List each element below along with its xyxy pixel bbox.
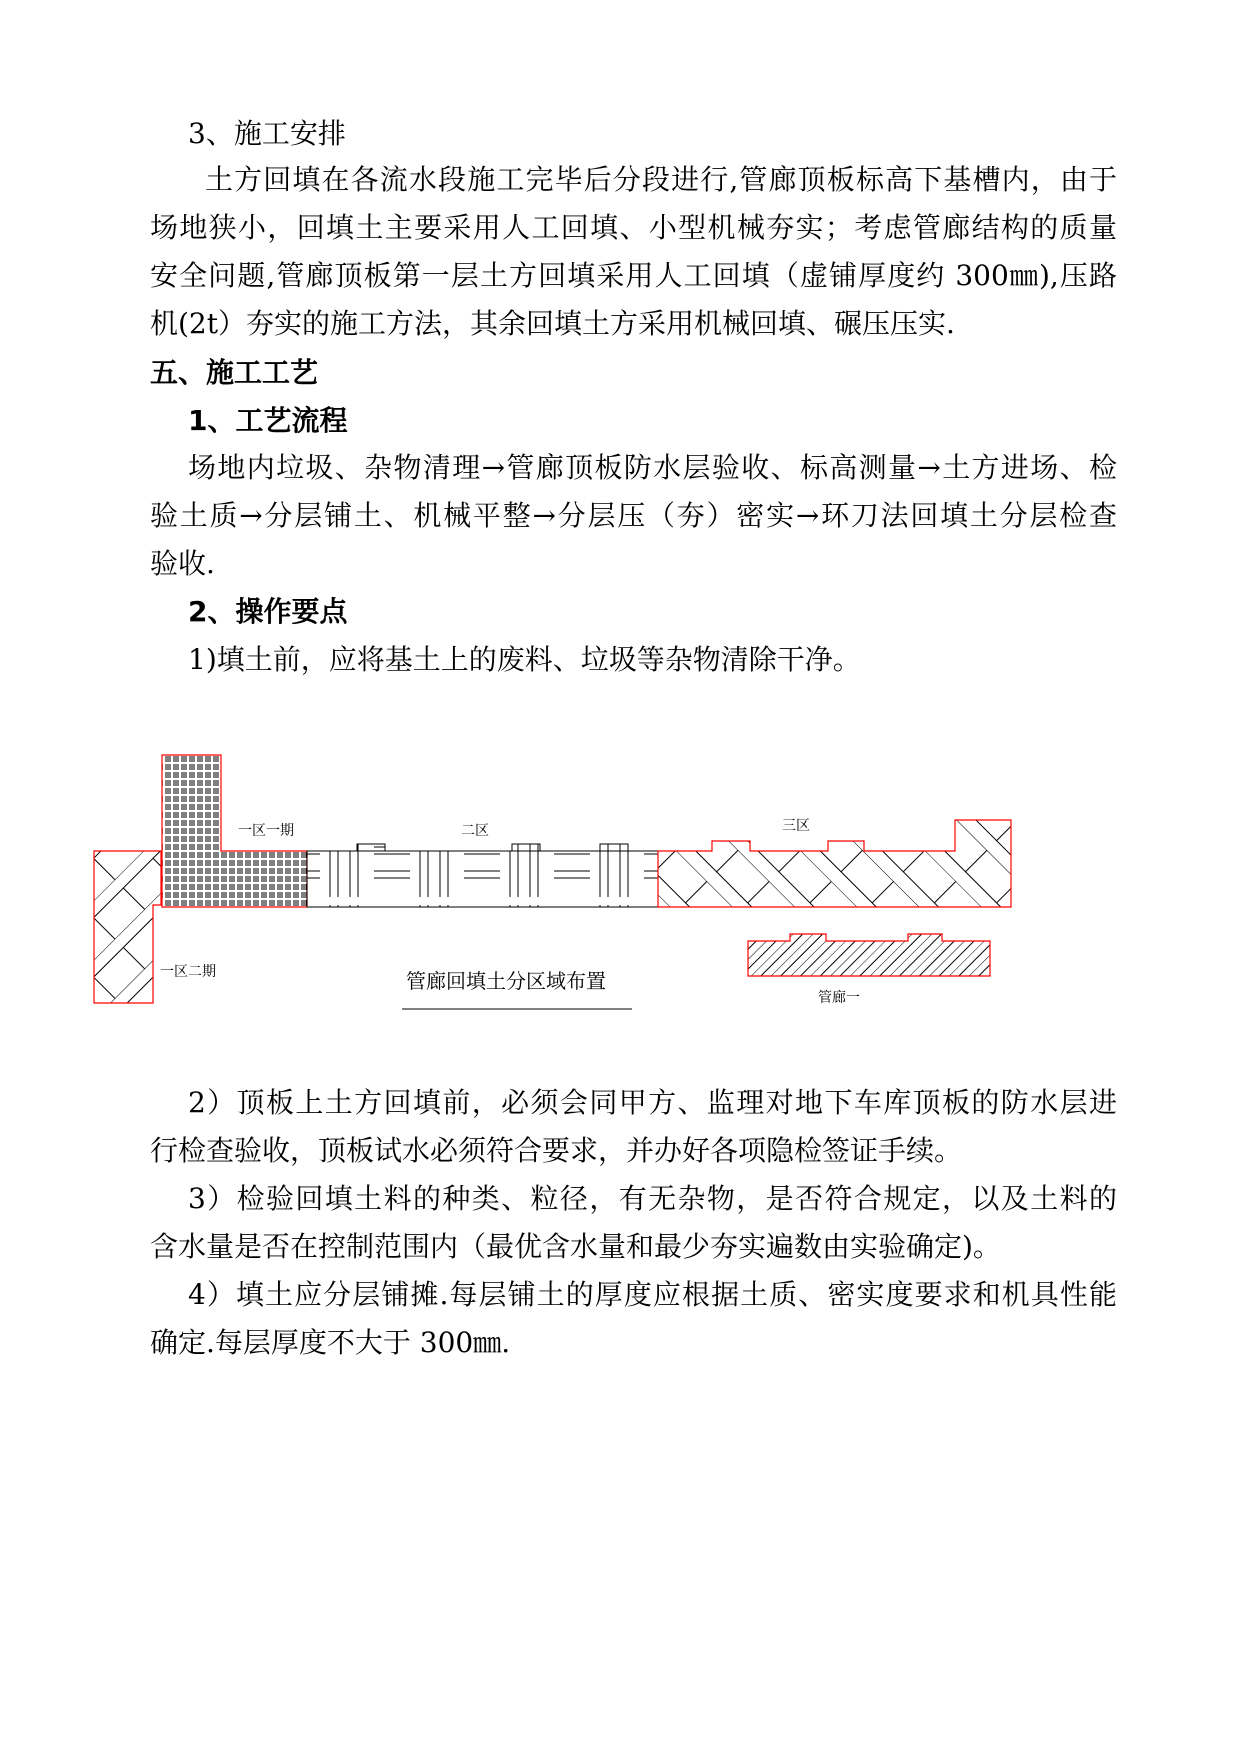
zone-1-phase-2-area [94,851,161,1003]
section-3-para-line-3: 安全问题,管廊顶板第一层土方回填采用人工回填（虚铺厚度约 300㎜),压路 [150,259,1117,292]
point-3-line-1: 3）检验回填土料的种类、粒径，有无杂物，是否符合规定，以及土料的 [188,1182,1117,1215]
label-zone-3: 三区 [782,818,810,834]
section-3-para-line-1: 土方回填在各流水段施工完毕后分段进行,管廊顶板标高下基槽内，由于 [205,163,1117,196]
flow-line-1: 场地内垃圾、杂物清理→管廊顶板防水层验收、标高测量→土方进场、检 [188,451,1117,484]
label-zone-1-phase-1: 一区一期 [238,823,294,839]
point-2-line-2: 行检查验收，顶板试水必须符合要求，并办好各项隐检签证手续。 [150,1134,963,1167]
backfill-zone-diagram [100,818,1140,1045]
point-4-line-1: 4）填土应分层铺摊.每层铺土的厚度应根据土质、密实度要求和机具性能 [188,1278,1117,1311]
label-zone-2: 二区 [461,823,489,839]
label-corridor-1: 管廊一 [818,990,860,1006]
point-2-line-1: 2）顶板上土方回填前，必须会同甲方、监理对地下车库顶板的防水层进 [188,1086,1117,1119]
section-3-para-line-2: 场地狭小，回填土主要采用人工回填、小型机械夯实；考虑管廊结构的质量 [150,211,1117,244]
figure-caption: 管廊回填土分区域布置 [406,969,606,993]
section-3-heading: 3、施工安排 [188,117,346,150]
label-zone-1-phase-2: 一区二期 [160,964,216,980]
point-3-line-2: 含水量是否在控制范围内（最优含水量和最少夯实遍数由实验确定)。 [150,1230,1001,1263]
point-1: 1)填土前，应将基土上的废料、垃圾等杂物清除干净。 [188,643,861,676]
section-3-para-line-4: 机(2t）夯实的施工方法，其余回填土方采用机械回填、碾压压实. [150,307,955,340]
subsection-1-heading: 1、工艺流程 [188,404,348,437]
subsection-2-heading: 2、操作要点 [188,595,348,628]
flow-line-2: 验土质→分层铺土、机械平整→分层压（夯）密实→环刀法回填土分层检查 [150,499,1117,532]
point-4-line-2: 确定.每层厚度不大于 300㎜. [150,1326,511,1359]
flow-line-3: 验收. [150,547,215,580]
corridor-1-area [748,934,990,976]
section-5-heading: 五、施工工艺 [150,356,319,389]
zone-3-area [658,820,1011,907]
zone-2-area [307,844,658,907]
